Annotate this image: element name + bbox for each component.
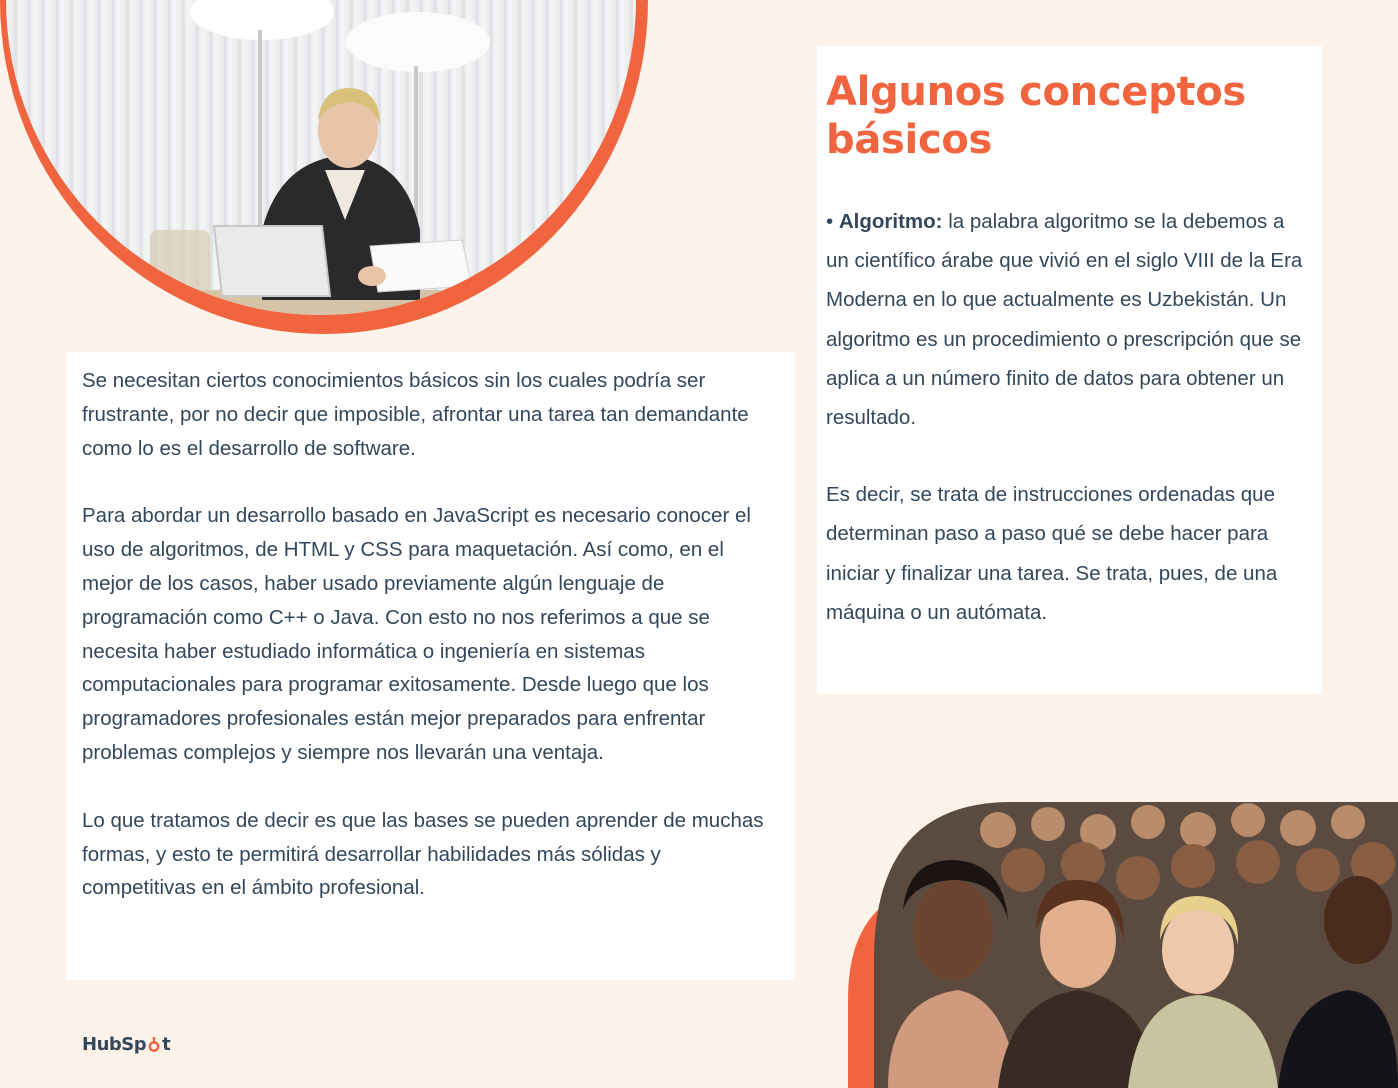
- intro-paragraph-1: Se necesitan ciertos conocimientos básicos sin los cuales podría ser frustrante, por no decir que imposible, afrontar una tarea tan demandante como lo es el desarrollo de software.: [82, 369, 749, 460]
- algoritmo-definition: [826, 202, 1312, 437]
- logo-text-end: t: [162, 1034, 171, 1055]
- concepts-paragraph-2: Es decir, se trata de instrucciones ordenadas que determinan paso a paso qué se debe hacer para iniciar y finalizar una tarea. Se trata, pues, de una máquina o un autómata.: [826, 483, 1278, 624]
- intro-text-card: [66, 352, 795, 980]
- sprocket-icon: [147, 1037, 161, 1053]
- bullet: •: [826, 210, 839, 233]
- logo-text: HubSp: [82, 1034, 147, 1055]
- office-woman-photo: [0, 0, 648, 334]
- intro-paragraph-2: Para abordar un desarrollo basado en JavaScript es necesario conocer el uso de algoritmos, de HTML y CSS para maquetación. Así como, en el mejor de los casos, haber usado previamente algún lenguaje de programación como C++ o Java. Con esto no nos referimos a que se necesita haber estudiado informática o ingeniería en sistemas computacionales para programar exitosamente. Desde luego que los programadores profesionales están mejor preparados para enfrentar problemas complejos y siempre nos llevarán una ventaja.: [82, 504, 751, 764]
- hubspot-logo: [82, 1034, 170, 1055]
- section-heading: Algunos conceptos básicos: [826, 69, 1246, 163]
- concepts-card: [817, 46, 1322, 694]
- crowd-photo: [848, 800, 1398, 1088]
- intro-paragraph-3: Lo que tratamos de decir es que las bases se pueden aprender de muchas formas, y esto te permitirá desarrollar habilidades más sólidas y competitivas en el ámbito profesional.: [82, 808, 764, 900]
- algoritmo-text: la palabra algoritmo se la debemos a un científico árabe que vivió en el siglo VIII de la Era Moderna en lo que actualmente es Uzbekistán. Un algoritmo es un procedimiento o prescripción que se aplica a un número finito de datos para obtener un resultado.: [826, 210, 1303, 430]
- algoritmo-term: Algoritmo:: [838, 210, 943, 233]
